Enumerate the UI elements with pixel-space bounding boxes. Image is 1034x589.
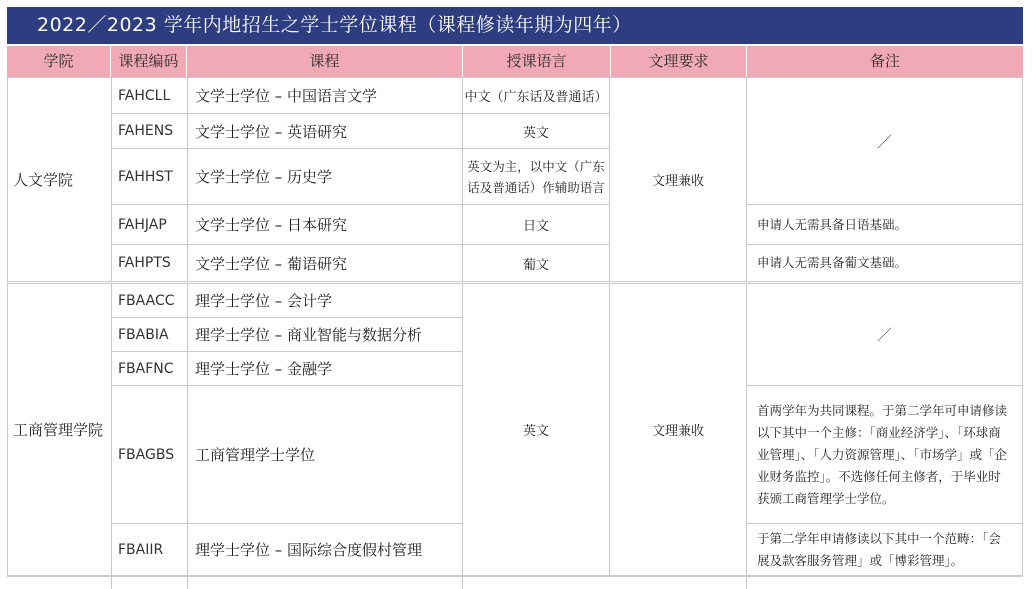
programme-code: FBAGBS (111, 385, 188, 524)
programme-language: 日文 (462, 204, 610, 245)
programme-code: FBAIIR (111, 523, 188, 576)
programme-name: 文学士学位 – 历史学 (187, 148, 463, 205)
programme-language: 英文 (462, 113, 610, 149)
science-arts-cell: 文理兼收 (609, 283, 747, 576)
programme-name: 理学士学位 – 国际综合度假村管理 (187, 523, 463, 576)
column-divider (187, 576, 188, 589)
header-language: 授课语言 (463, 46, 611, 77)
programme-name: 理学士学位 – 金融学 (187, 351, 463, 386)
header-code: 课程编码 (111, 46, 187, 77)
programme-code: FAHHST (111, 148, 188, 205)
programme-code: FBAACC (111, 283, 188, 318)
next-section-divider (7, 575, 1023, 577)
remark-cell: 于第二学年申请修读以下其中一个范畴：「会展及款客服务管理」或「博彩管理」。 (746, 523, 1023, 576)
header-programme: 课程 (187, 46, 463, 77)
programme-name: 理学士学位 – 会计学 (187, 283, 463, 318)
programme-code: FAHENS (111, 113, 188, 149)
header-science-arts: 文理要求 (611, 46, 747, 77)
column-divider (746, 576, 747, 589)
programme-name: 理学士学位 – 商业智能与数据分析 (187, 317, 463, 352)
column-divider (462, 576, 463, 589)
remark-cell: 首两学年为共同课程。于第二学年可申请修读以下其中一个主修：「商业经济学」、「环球商业管理」、「人力资源管理」、「市场学」或「企业财务监控」。不选修任何主修者，于毕业时获颁工商管理学士学位。 (746, 385, 1023, 524)
science-arts-cell: 文理兼收 (609, 77, 747, 282)
programme-name: 文学士学位 – 葡语研究 (187, 244, 463, 282)
remark-cell: ／ (746, 283, 1023, 386)
header-school: 学院 (7, 46, 111, 77)
programme-language: 英文为主，以中文（广东话及普通话）作辅助语言 (462, 148, 610, 205)
programme-language: 英文 (462, 283, 610, 576)
programme-name: 工商管理学士学位 (187, 385, 463, 524)
header-remarks: 备注 (869, 52, 900, 70)
school-cell: 工商管理学院 (7, 283, 112, 576)
page-title: 2022／2023 学年内地招生之学士学位课程（课程修读年期为四年） (7, 7, 1023, 44)
programme-language: 中文（广东话及普通话） (462, 77, 610, 114)
remark-cell: 申请人无需具备葡文基础。 (746, 244, 1023, 282)
programme-code: FBABIA (111, 317, 188, 352)
programme-name: 文学士学位 – 日本研究 (187, 204, 463, 245)
programme-name: 文学士学位 – 中国语言文学 (187, 77, 463, 114)
programme-code: FAHCLL (111, 77, 188, 114)
programme-name: 文学士学位 – 英语研究 (187, 113, 463, 149)
programme-code: FBAFNC (111, 351, 188, 386)
column-divider (111, 576, 112, 589)
programme-code: FAHPTS (111, 244, 188, 282)
programme-language: 葡文 (462, 244, 610, 282)
remark-cell: ／ (746, 77, 1023, 205)
school-cell: 人文学院 (7, 77, 112, 282)
programme-code: FAHJAP (111, 204, 188, 245)
remark-cell: 申请人无需具备日语基础。 (746, 204, 1023, 245)
